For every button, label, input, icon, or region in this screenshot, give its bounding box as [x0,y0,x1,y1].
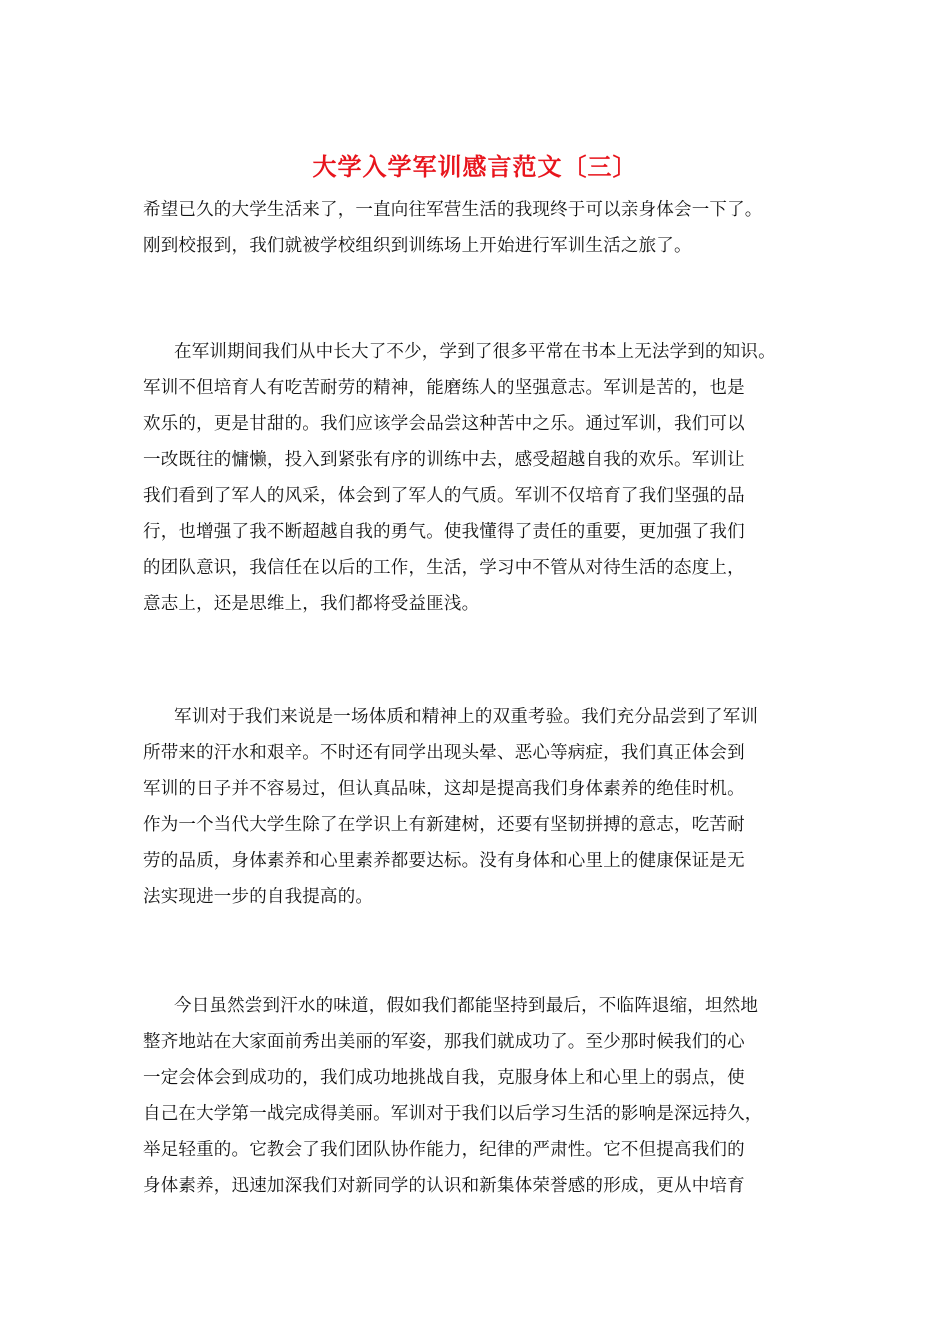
paragraph-success [143,988,823,1204]
text-line: 欢乐的，更是甘甜的。我们应该学会品尝这种苦中之乐。通过军训，我们可以 [143,414,745,434]
text-line: 劳的品质，身体素养和心里素养都要达标。没有身体和心里上的健康保证是无 [143,851,745,871]
text-line: 一定会体会到成功的，我们成功地挑战自我，克服身体上和心里上的弱点，使 [143,1068,745,1088]
text-line: 希望已久的大学生活来了，一直向往军营生活的我现终于可以亲身体会一下了。 [143,200,763,220]
text-line: 法实现进一步的自我提高的。 [143,887,374,907]
text-line: 自己在大学第一战完成得美丽。军训对于我们以后学习生活的影响是深远持久， [143,1104,763,1124]
paragraph-growth [143,334,823,622]
text-line: 意志上，还是思维上，我们都将受益匪浅。 [143,594,480,614]
text-line: 整齐地站在大家面前秀出美丽的军姿，那我们就成功了。至少那时候我们的心 [143,1032,745,1052]
text-line: 举足轻重的。它教会了我们团队协作能力，纪律的严肃性。它不但提高我们的 [143,1140,745,1160]
text-line: 在军训期间我们从中长大了不少，学到了很多平常在书本上无法学到的知识。 [174,342,776,362]
text-line: 的团队意识，我信任在以后的工作，生活，学习中不管从对待生活的态度上， [143,558,745,578]
text-line: 所带来的汗水和艰辛。不时还有同学出现头晕、恶心等病症，我们真正体会到 [143,743,745,763]
text-line: 一改既往的慵懒，投入到紧张有序的训练中去，感受超越自我的欢乐。军训让 [143,450,745,470]
text-line: 军训的日子并不容易过，但认真品味，这却是提高我们身体素养的绝佳时机。 [143,779,745,799]
text-line: 我们看到了军人的风采，体会到了军人的气质。军训不仅培育了我们坚强的品 [143,486,745,506]
paragraph-test [143,699,823,915]
text-line: 行，也增强了我不断超越自我的勇气。使我懂得了责任的重要，更加强了我们 [143,522,745,542]
paragraph-intro [143,192,823,264]
text-line: 军训不但培育人有吃苦耐劳的精神，能磨练人的坚强意志。军训是苦的，也是 [143,378,745,398]
text-line: 作为一个当代大学生除了在学识上有新建树，还要有坚韧拼搏的意志，吃苦耐 [143,815,745,835]
text-line: 身体素养，迅速加深我们对新同学的认识和新集体荣誉感的形成，更从中培育 [143,1176,745,1196]
text-line: 刚到校报到，我们就被学校组织到训练场上开始进行军训生活之旅了。 [143,236,692,256]
document-title: 大学入学军训感言范文〔三〕 [312,152,638,181]
text-line: 今日虽然尝到汗水的味道，假如我们都能坚持到最后，不临阵退缩，坦然地 [174,996,759,1016]
text-line: 军训对于我们来说是一场体质和精神上的双重考验。我们充分品尝到了军训 [174,707,759,727]
